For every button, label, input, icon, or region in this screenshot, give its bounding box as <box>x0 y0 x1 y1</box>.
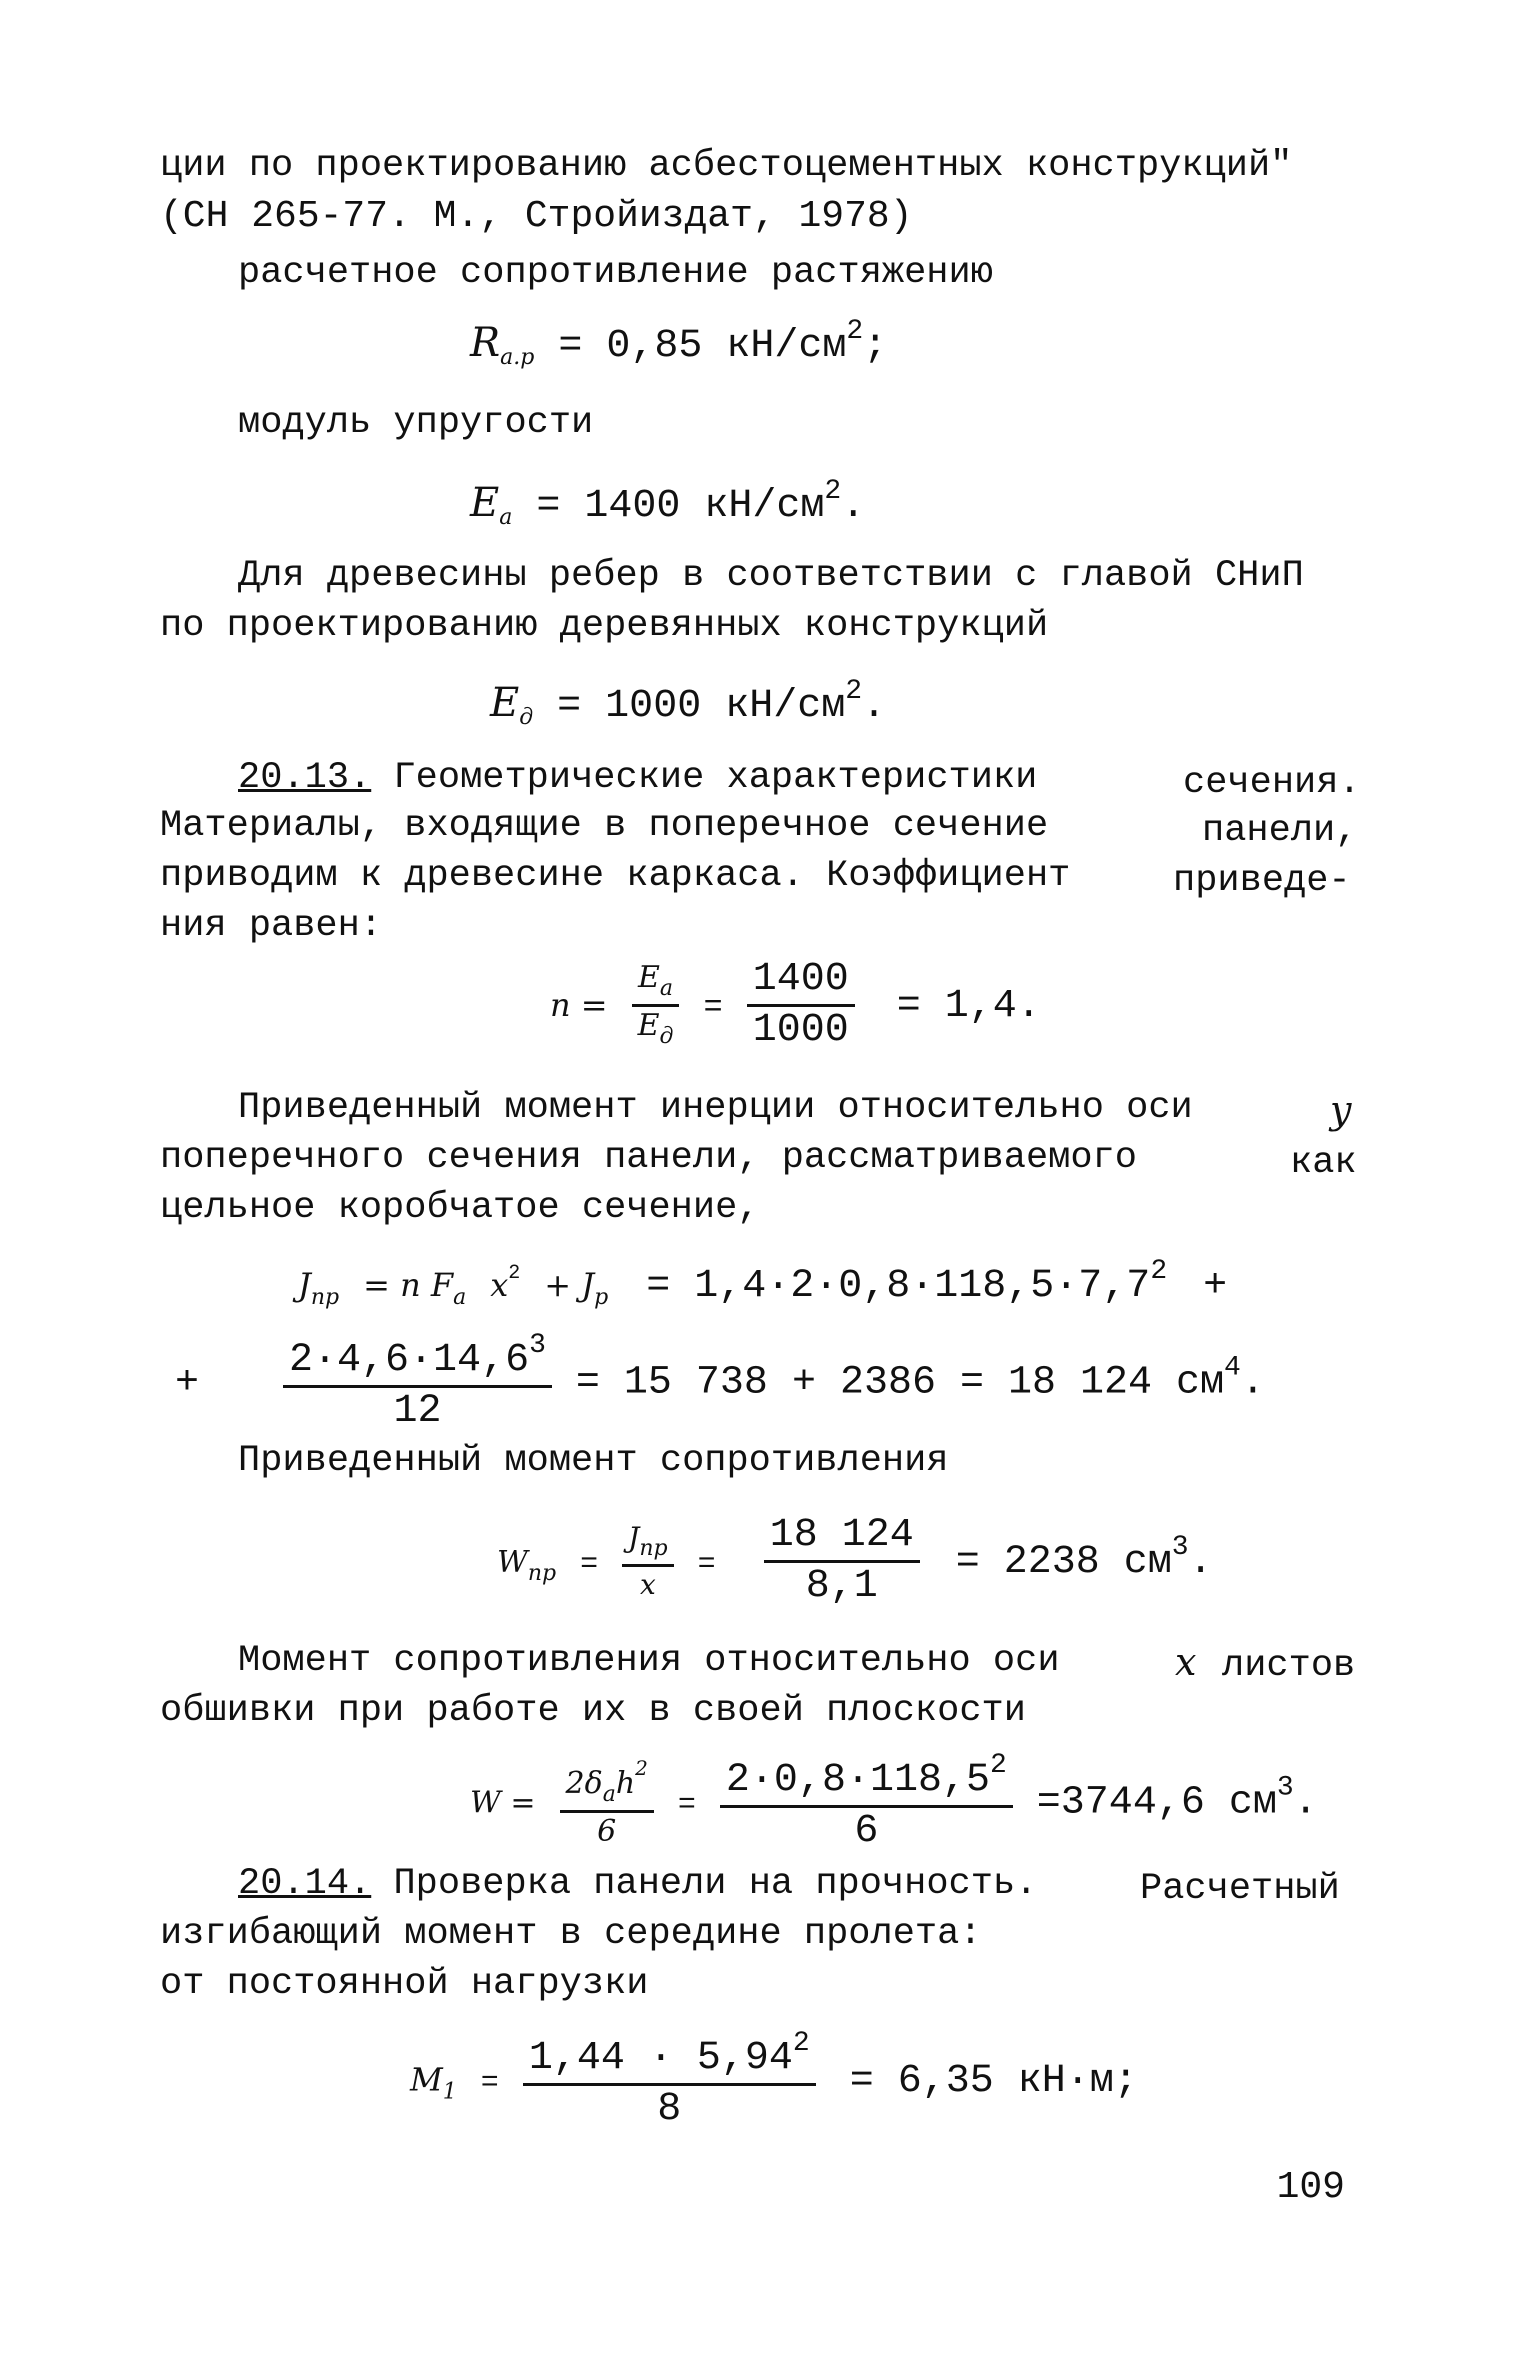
fraction-m <box>523 2030 816 2130</box>
p3-line1: Для древесины ребер в соответствии с главой СНиП <box>238 555 1304 597</box>
s1314-text: Проверка панели на прочность. <box>393 1863 1038 1905</box>
p1-line2: (СН 265-77. М., Стройиздат, 1978) <box>160 195 913 238</box>
sub-ap: а.р <box>500 345 535 370</box>
formula-ed: $E_д = 1000$ $кН/см^2$. <box>490 676 887 730</box>
sub-d: д <box>519 705 534 730</box>
sup-3: 3 <box>1276 1772 1294 1804</box>
j-plus: + J <box>544 1266 595 1304</box>
num-m: 1,44 · 5,94 <box>528 2036 793 2081</box>
eq: = <box>677 1788 696 1823</box>
w2-lhs: W = <box>470 1785 536 1821</box>
fraction-ea-ed <box>632 960 680 1049</box>
p4-line2: поперечного сечения панели, рассматриваемого <box>160 1137 1137 1179</box>
formula-ea: $E_а = 1400$ $кН/см^2$. <box>470 476 866 530</box>
den-1000: 1000 <box>752 1008 849 1053</box>
sub-pr: пр <box>527 1561 557 1587</box>
n-rhs: = 1,4. <box>896 984 1041 1030</box>
fraction-j2 <box>283 1332 552 1432</box>
sup-2: 2 <box>845 676 863 707</box>
sub-r: р <box>594 1285 609 1310</box>
p6-line1: Момент сопротивления относительно оси <box>238 1640 1060 1682</box>
section-number: 20.13. <box>238 757 372 799</box>
w-end: . <box>1188 1540 1213 1586</box>
j-mid: = n F <box>363 1266 454 1304</box>
num-sub: пр <box>639 1536 668 1561</box>
fraction-1400-1000 <box>747 957 855 1053</box>
j2-rhs: = 15 738 + 2386 = 18 124 см <box>575 1360 1225 1406</box>
s1313-line4: ния равен: <box>160 905 383 947</box>
j2-end: . <box>1240 1360 1265 1406</box>
den-8: 8 <box>657 2087 682 2132</box>
num-2d: 2δ <box>565 1765 603 1801</box>
fraction-2dh-6 <box>560 1755 654 1849</box>
s1314-line2: изгибающий момент в середине пролета: <box>160 1913 982 1955</box>
sub-1: 1 <box>442 2079 457 2105</box>
rap-end: ; <box>863 324 888 369</box>
den-e: E <box>637 1008 660 1043</box>
den-6: 6 <box>597 1813 617 1849</box>
eq: = <box>480 2066 499 2101</box>
n-lhs: n = <box>550 986 608 1025</box>
sup-2: 2 <box>989 1750 1007 1781</box>
formula-rap <box>470 318 887 369</box>
formula-w <box>497 1513 1213 1609</box>
num-j2: 2·4,6·14,6 <box>289 1338 530 1383</box>
sub-a: а <box>499 505 513 530</box>
j-rhs: = 1,4·2·0,8·118,5·7,7 <box>646 1264 1151 1309</box>
var-w: W <box>497 1545 528 1581</box>
var-m: M <box>410 2060 443 2099</box>
num-e: E <box>638 960 660 995</box>
var-j: J <box>298 1266 311 1304</box>
ea-rhs: = 1400 кН/см <box>536 484 825 529</box>
s1314-line1-r: Расчетный <box>1140 1868 1340 1910</box>
p1-line3: расчетное сопротивление растяжению <box>238 252 993 294</box>
p4-line2-r: как <box>1290 1142 1357 1184</box>
var-x: x <box>490 1266 509 1304</box>
p3-line2: по проектированию деревянных конструкций <box>160 605 1049 647</box>
p6-line2: обшивки при работе их в своей плоскости <box>160 1690 1026 1732</box>
p5: Приведенный момент сопротивления <box>238 1440 949 1482</box>
den-sub: д <box>659 1024 674 1049</box>
sup-2: 2 <box>846 316 864 347</box>
s1313-text: Геометрические характеристики <box>393 757 1038 799</box>
p4-line3: цельное коробчатое сечение, <box>160 1187 760 1229</box>
sub-a: а <box>453 1285 467 1310</box>
p4-line1-y: y <box>1330 1088 1352 1132</box>
fraction-w2 <box>720 1752 1013 1852</box>
den-12: 12 <box>393 1389 442 1434</box>
s1313-line2: Материалы, входящие в поперечное сечение <box>160 805 1049 847</box>
w-rhs: = 2238 см <box>955 1540 1172 1586</box>
sup-4: 4 <box>1224 1352 1241 1384</box>
j-end: + <box>1203 1264 1228 1309</box>
num-1400: 1400 <box>747 960 855 1007</box>
w2-rhs: =3744,6 см <box>1036 1780 1277 1826</box>
var-e: E <box>490 680 520 726</box>
den-81: 8,1 <box>805 1564 878 1609</box>
num-h: h <box>615 1765 636 1801</box>
p6-line1-r: листов <box>1222 1645 1356 1687</box>
w2-end: . <box>1293 1780 1318 1826</box>
num-sub: а <box>659 976 674 1001</box>
den-x: x <box>640 1568 656 1601</box>
p1-line1: ции по проектированию асбестоцементных конструкций" <box>160 145 1293 187</box>
section-number: 20.14. <box>238 1863 372 1905</box>
formula-m <box>410 2030 1138 2130</box>
plus: + <box>175 1360 200 1406</box>
s1313-line1 <box>238 757 1038 799</box>
fraction-jpr-x <box>622 1521 674 1601</box>
ed-rhs: = 1000 кН/см <box>557 684 846 729</box>
s1313-line3-r: приведе- <box>1173 860 1351 902</box>
s1313-line1-r: сечения. <box>1183 762 1361 804</box>
sup-2: 2 <box>508 1262 521 1285</box>
s1314-line1 <box>238 1863 1038 1905</box>
s1313-line3: приводим к древесине каркаса. Коэффициент <box>160 855 1071 897</box>
rap-rhs: = 0,85 кН/см <box>558 324 847 369</box>
den-6: 6 <box>854 1809 879 1854</box>
num-sub: а <box>602 1781 616 1807</box>
m-rhs: = 6,35 кН·м; <box>849 2058 1138 2104</box>
page-number: 109 <box>1276 2166 1345 2209</box>
formula-n <box>550 957 1041 1053</box>
p2: модуль упругости <box>238 402 594 444</box>
eq: = <box>580 1548 599 1583</box>
var-e: E <box>470 480 500 526</box>
p6-line1-x: x <box>1175 1640 1197 1684</box>
num-18124: 18 124 <box>764 1516 920 1563</box>
num-j: J <box>628 1521 640 1554</box>
s1313-line2-r: панели, <box>1202 810 1358 852</box>
sup-3: 3 <box>1171 1532 1189 1564</box>
fraction-18124-81 <box>764 1513 920 1609</box>
sup-2: 2 <box>635 1755 648 1780</box>
sub-pr: пр <box>310 1285 340 1310</box>
sup-2: 2 <box>792 2028 810 2059</box>
formula-w2 <box>470 1752 1318 1852</box>
var-r: R <box>470 320 501 366</box>
p4-line1: Приведенный момент инерции относительно оси <box>238 1087 1193 1129</box>
num-w2: 2·0,8·118,5 <box>725 1758 990 1803</box>
eq2: = <box>697 1548 716 1583</box>
sup-2: 2 <box>824 476 842 507</box>
formula-j2 <box>175 1332 1265 1432</box>
eq: = <box>703 989 723 1027</box>
s1314-line3: от постоянной нагрузки <box>160 1963 649 2005</box>
formula-j <box>298 1258 1227 1309</box>
sup-2: 2 <box>1150 1256 1168 1287</box>
sup-3: 3 <box>529 1330 546 1361</box>
